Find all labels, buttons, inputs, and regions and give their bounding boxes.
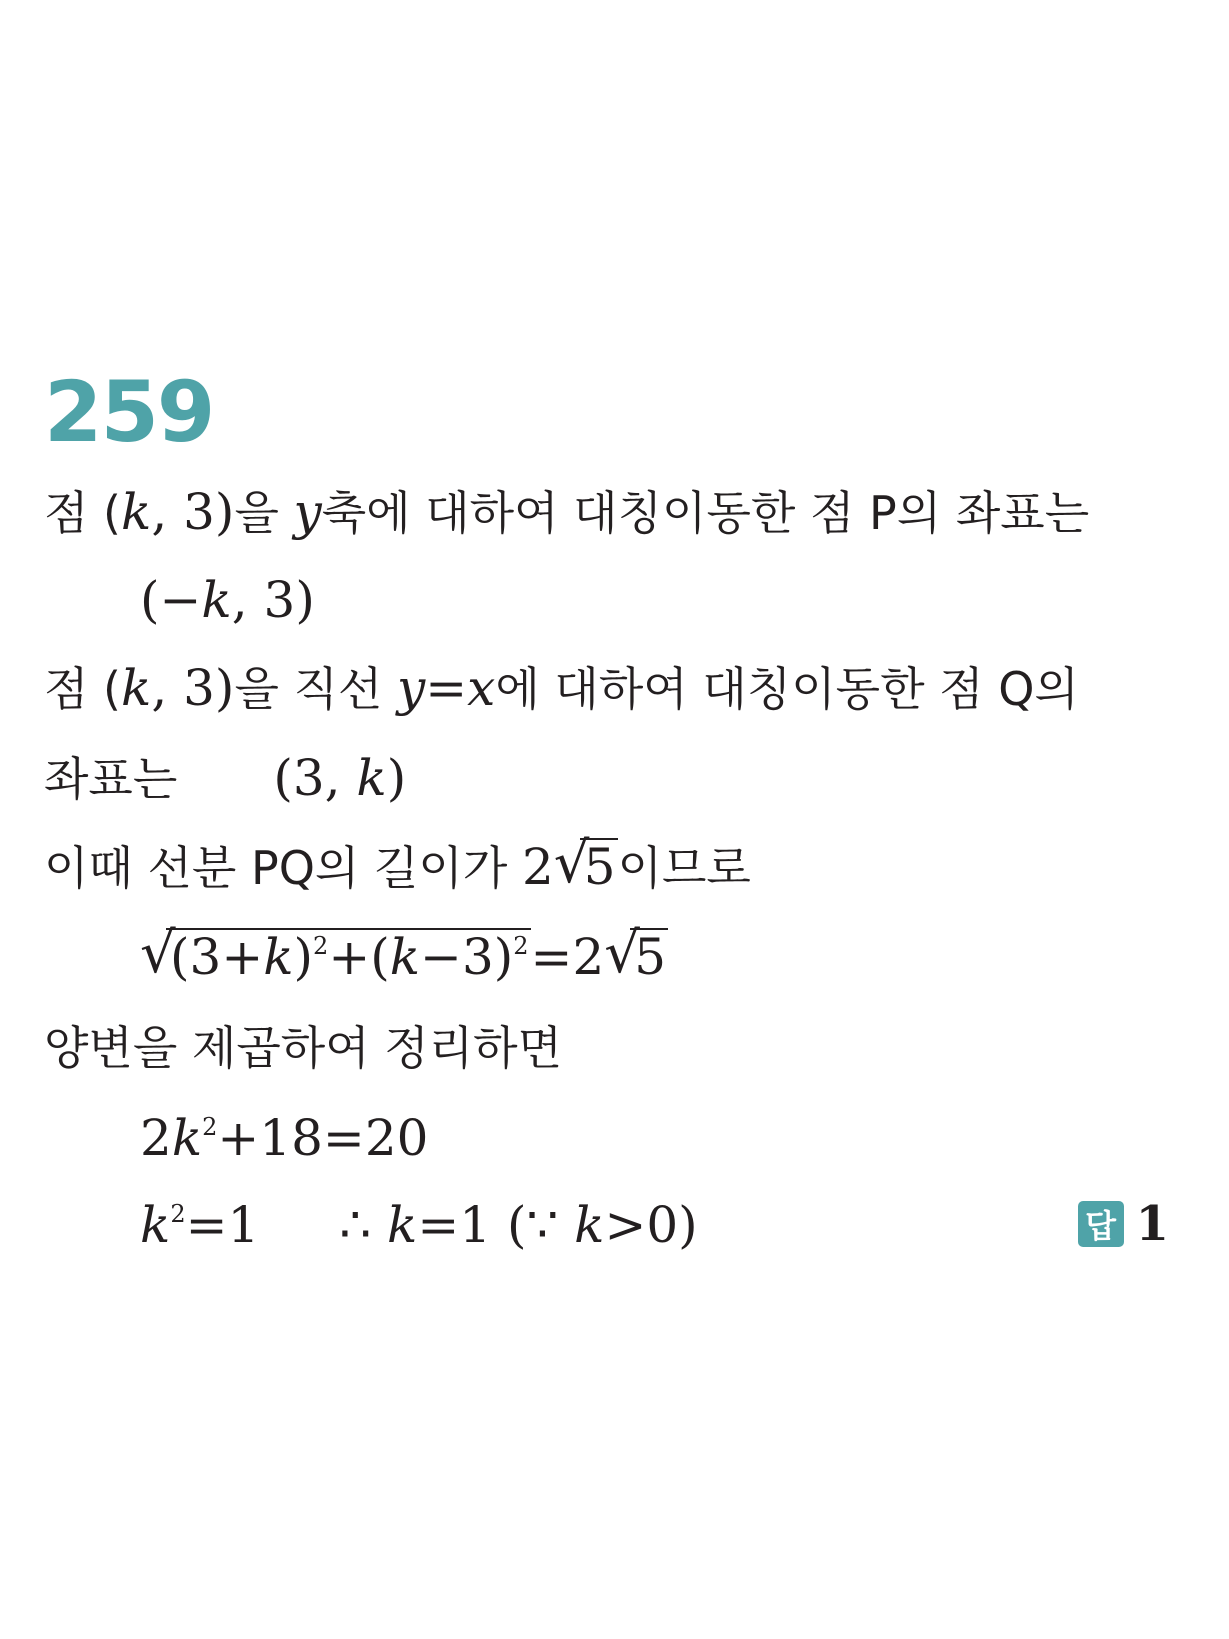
coefficient: 2	[521, 838, 554, 896]
text: )	[386, 749, 407, 807]
var-k: k	[121, 483, 152, 541]
text: 양변을 제곱하여 정리하면	[44, 1021, 563, 1075]
radicand: 5	[580, 838, 618, 892]
radicand	[166, 928, 531, 986]
text: 좌표는	[44, 752, 178, 806]
var-k: k	[387, 1196, 418, 1254]
var-k: k	[263, 928, 294, 986]
var-k: k	[356, 749, 387, 807]
text: +18=20	[217, 1109, 429, 1167]
solution-line-6	[140, 921, 668, 986]
var-k: k	[574, 1196, 605, 1254]
var-k: k	[171, 1109, 203, 1167]
text: (3+	[170, 928, 264, 986]
radical-sign-icon: √	[604, 921, 640, 986]
text: >0)	[604, 1196, 698, 1254]
var-x: x	[467, 659, 496, 717]
text: (−	[140, 571, 202, 629]
text: +(	[328, 928, 390, 986]
solution-line-8	[140, 1109, 429, 1167]
coefficient: 2	[140, 1109, 172, 1167]
answer-value: 1	[1135, 1196, 1169, 1252]
text: )	[293, 928, 314, 986]
exponent: 2	[170, 1200, 186, 1228]
text: −3)	[420, 928, 514, 986]
text: 점 (	[44, 662, 122, 716]
var-k: k	[201, 571, 232, 629]
answer	[1078, 1196, 1169, 1252]
text: 점 (	[44, 486, 122, 540]
text: , 3)	[231, 571, 315, 629]
text: =1	[185, 1196, 260, 1254]
solution-line-3	[44, 659, 1079, 717]
exponent: 2	[202, 1113, 218, 1141]
solution-line-7	[44, 1021, 563, 1075]
var-k: k	[140, 1196, 171, 1254]
sqrt-expression	[140, 921, 531, 986]
text: =1 (∵	[417, 1196, 575, 1254]
text: =2	[530, 928, 605, 986]
radicand: 5	[630, 928, 668, 982]
var-y: y	[397, 659, 426, 717]
text: 에 대하여 대칭이동한 점 Q의	[495, 662, 1079, 716]
var-y: y	[293, 483, 322, 541]
solution-line-2	[140, 571, 315, 629]
sqrt-expression	[553, 831, 618, 896]
solution-line-5	[44, 831, 751, 896]
exponent: 2	[313, 932, 329, 960]
therefore-symbol: ∴	[339, 1196, 388, 1254]
solution-line-9	[140, 1196, 698, 1254]
var-k: k	[121, 659, 152, 717]
solution-line-4	[44, 749, 407, 807]
sqrt-expression	[604, 921, 668, 986]
text: , 3)	[151, 659, 235, 717]
text: , 3)	[151, 483, 235, 541]
var-k: k	[389, 928, 421, 986]
solution-line-1	[44, 483, 1090, 541]
radical-sign-icon: √	[553, 831, 590, 896]
text: 축에 대하여 대칭이동한 점 P의 좌표는	[321, 486, 1090, 540]
answer-badge: 답	[1078, 1201, 1124, 1247]
text: 을	[234, 486, 294, 540]
text: 이때 선분 PQ의 길이가	[44, 841, 522, 895]
radical-sign-icon: √	[140, 921, 176, 986]
text: 이므로	[617, 841, 751, 895]
equals-sign: =	[425, 659, 468, 717]
text: (3,	[273, 749, 357, 807]
problem-number: 259	[44, 363, 214, 461]
text: 을 직선	[234, 662, 397, 716]
exponent: 2	[513, 932, 529, 960]
